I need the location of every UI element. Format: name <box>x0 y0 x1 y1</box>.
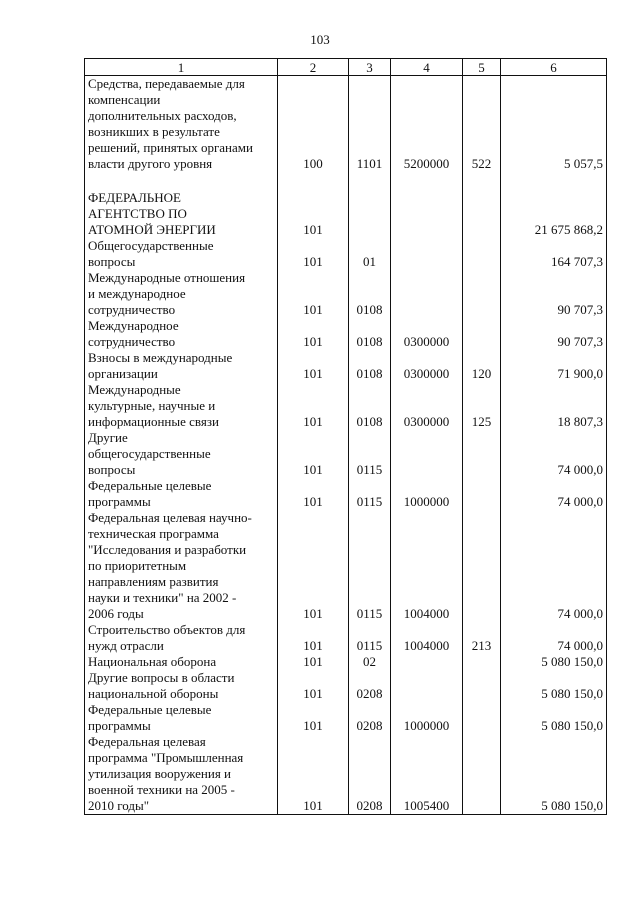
item-name-line: сотрудничество <box>88 334 176 349</box>
ministry-code-cell: 101 <box>278 622 349 654</box>
item-name-line: "Исследования и разработки <box>88 542 247 557</box>
amount-cell: 18 807,3 <box>501 382 607 430</box>
column-header-4: 4 <box>391 59 463 76</box>
table-row <box>85 670 607 702</box>
empty-cell <box>85 172 278 190</box>
table-row <box>85 654 607 670</box>
item-name-cell <box>85 318 278 350</box>
amount-cell: 74 000,0 <box>501 510 607 622</box>
target-article-cell: 1004000 <box>391 622 463 654</box>
empty-cell <box>278 172 349 190</box>
target-article-cell <box>391 270 463 318</box>
amount-cell: 74 000,0 <box>501 478 607 510</box>
item-name-line: возникших в результате <box>88 124 220 139</box>
item-name-cell <box>85 350 278 382</box>
section-code-cell: 0115 <box>349 430 391 478</box>
ministry-code-cell: 101 <box>278 270 349 318</box>
amount-cell: 164 707,3 <box>501 238 607 270</box>
amount-cell: 90 707,3 <box>501 270 607 318</box>
item-name-line: Другие <box>88 430 128 445</box>
item-name-cell <box>85 510 278 622</box>
empty-cell <box>463 172 501 190</box>
item-name-line: 2006 годы <box>88 606 144 621</box>
amount-cell: 71 900,0 <box>501 350 607 382</box>
item-name-cell <box>85 622 278 654</box>
empty-cell <box>391 172 463 190</box>
target-article-cell <box>391 654 463 670</box>
item-name-line: Федеральные целевые <box>88 478 212 493</box>
item-name-line: Другие вопросы в области <box>88 670 235 685</box>
target-article-cell <box>391 190 463 238</box>
expense-type-cell <box>463 702 501 734</box>
target-article-cell: 1000000 <box>391 702 463 734</box>
budget-table-body <box>85 76 607 815</box>
item-name-cell <box>85 382 278 430</box>
target-article-cell: 1005400 <box>391 734 463 815</box>
section-code-cell: 02 <box>349 654 391 670</box>
ministry-code-cell: 101 <box>278 734 349 815</box>
amount-cell: 21 675 868,2 <box>501 190 607 238</box>
item-name-cell <box>85 270 278 318</box>
page-number: 103 <box>310 32 330 47</box>
item-name-line: Средства, передаваемые для <box>88 76 245 91</box>
item-name-line: компенсации <box>88 92 161 107</box>
item-name-cell <box>85 702 278 734</box>
ministry-code-cell: 101 <box>278 654 349 670</box>
spacer-row <box>85 172 607 190</box>
target-article-cell <box>391 430 463 478</box>
item-name-line: Международные отношения <box>88 270 246 285</box>
table-row <box>85 382 607 430</box>
item-name-line: Национальная оборона <box>88 654 217 669</box>
item-name-cell <box>85 76 278 173</box>
amount-cell: 5 057,5 <box>501 76 607 173</box>
table-row <box>85 702 607 734</box>
table-row <box>85 478 607 510</box>
table-row <box>85 622 607 654</box>
amount-cell: 74 000,0 <box>501 622 607 654</box>
column-header-2: 2 <box>278 59 349 76</box>
item-name-line: информационные связи <box>88 414 219 429</box>
table-row <box>85 318 607 350</box>
item-name-line: Федеральная целевая научно- <box>88 510 252 525</box>
item-name-cell <box>85 734 278 815</box>
expense-type-cell: 522 <box>463 76 501 173</box>
table-row <box>85 734 607 815</box>
item-name-cell <box>85 238 278 270</box>
item-name-line: общегосударственные <box>88 446 211 461</box>
item-name-line: программы <box>88 718 151 733</box>
item-name-cell <box>85 654 278 670</box>
expense-type-cell: 120 <box>463 350 501 382</box>
target-article-cell: 0300000 <box>391 318 463 350</box>
ministry-code-cell: 101 <box>278 702 349 734</box>
ministry-code-cell: 101 <box>278 430 349 478</box>
item-name-line: Международное <box>88 318 179 333</box>
ministry-code-cell: 101 <box>278 478 349 510</box>
section-code-cell: 1101 <box>349 76 391 173</box>
item-name-line: по приоритетным <box>88 558 187 573</box>
target-article-cell: 0300000 <box>391 350 463 382</box>
section-code-cell: 0108 <box>349 382 391 430</box>
section-code-cell: 0208 <box>349 670 391 702</box>
item-name-cell <box>85 670 278 702</box>
table-row <box>85 190 607 238</box>
amount-cell: 5 080 150,0 <box>501 670 607 702</box>
section-code-cell: 0108 <box>349 270 391 318</box>
table-row <box>85 270 607 318</box>
target-article-cell: 1004000 <box>391 510 463 622</box>
item-name-line: и международное <box>88 286 186 301</box>
expense-type-cell <box>463 318 501 350</box>
item-name-line: культурные, научные и <box>88 398 216 413</box>
ministry-code-cell: 101 <box>278 238 349 270</box>
column-header-6: 6 <box>501 59 607 76</box>
item-name-line: техническая программа <box>88 526 219 541</box>
expense-type-cell <box>463 734 501 815</box>
expense-type-cell: 125 <box>463 382 501 430</box>
target-article-cell: 5200000 <box>391 76 463 173</box>
item-name-line: Взносы в международные <box>88 350 233 365</box>
item-name-line: программа "Промышленная <box>88 750 244 765</box>
budget-table <box>84 58 607 815</box>
item-name-line: вопросы <box>88 462 136 477</box>
item-name-line: власти другого уровня <box>88 156 213 171</box>
expense-type-cell <box>463 238 501 270</box>
expense-type-cell <box>463 430 501 478</box>
item-name-cell <box>85 430 278 478</box>
item-name-line: Строительство объектов для <box>88 622 246 637</box>
table-row <box>85 350 607 382</box>
empty-cell <box>501 172 607 190</box>
table-row <box>85 510 607 622</box>
item-name-cell <box>85 190 278 238</box>
item-name-line: науки и техники" на 2002 - <box>88 590 237 605</box>
item-name-line: нужд отрасли <box>88 638 164 653</box>
expense-type-cell: 213 <box>463 622 501 654</box>
item-name-line: программы <box>88 494 151 509</box>
item-name-line: ФЕДЕРАЛЬНОЕ <box>88 190 181 205</box>
section-code-cell: 01 <box>349 238 391 270</box>
table-row <box>85 238 607 270</box>
item-name-line: вопросы <box>88 254 136 269</box>
section-code-cell: 0108 <box>349 350 391 382</box>
item-name-line: сотрудничество <box>88 302 176 317</box>
item-name-line: решений, принятых органами <box>88 140 253 155</box>
column-header-3: 3 <box>349 59 391 76</box>
target-article-cell: 1000000 <box>391 478 463 510</box>
section-code-cell: 0208 <box>349 734 391 815</box>
table-row <box>85 76 607 173</box>
item-name-line: АТОМНОЙ ЭНЕРГИИ <box>88 222 216 237</box>
expense-type-cell <box>463 190 501 238</box>
section-code-cell: 0208 <box>349 702 391 734</box>
amount-cell: 5 080 150,0 <box>501 734 607 815</box>
ministry-code-cell: 101 <box>278 318 349 350</box>
target-article-cell <box>391 670 463 702</box>
section-code-cell: 0115 <box>349 622 391 654</box>
column-header-1: 1 <box>85 59 278 76</box>
ministry-code-cell: 101 <box>278 190 349 238</box>
ministry-code-cell: 100 <box>278 76 349 173</box>
ministry-code-cell: 101 <box>278 510 349 622</box>
empty-cell <box>349 172 391 190</box>
item-name-line: военной техники на 2005 - <box>88 782 235 797</box>
item-name-line: национальной обороны <box>88 686 219 701</box>
item-name-line: утилизация вооружения и <box>88 766 232 781</box>
item-name-line: Общегосударственные <box>88 238 214 253</box>
item-name-line: направлениям развития <box>88 574 219 589</box>
section-code-cell <box>349 190 391 238</box>
expense-type-cell <box>463 670 501 702</box>
item-name-line: дополнительных расходов, <box>88 108 237 123</box>
item-name-line: 2010 годы" <box>88 798 150 813</box>
ministry-code-cell: 101 <box>278 382 349 430</box>
section-code-cell: 0115 <box>349 478 391 510</box>
item-name-line: Международные <box>88 382 181 397</box>
item-name-line: Федеральная целевая <box>88 734 206 749</box>
expense-type-cell <box>463 510 501 622</box>
column-header-5: 5 <box>463 59 501 76</box>
section-code-cell: 0108 <box>349 318 391 350</box>
expense-type-cell <box>463 270 501 318</box>
section-code-cell: 0115 <box>349 510 391 622</box>
column-number-header-row <box>85 59 607 76</box>
ministry-code-cell: 101 <box>278 670 349 702</box>
amount-cell: 5 080 150,0 <box>501 654 607 670</box>
amount-cell: 90 707,3 <box>501 318 607 350</box>
target-article-cell <box>391 238 463 270</box>
item-name-line: организации <box>88 366 158 381</box>
item-name-cell <box>85 478 278 510</box>
table-row <box>85 430 607 478</box>
expense-type-cell <box>463 654 501 670</box>
item-name-line: АГЕНТСТВО ПО <box>88 206 187 221</box>
ministry-code-cell: 101 <box>278 350 349 382</box>
amount-cell: 74 000,0 <box>501 430 607 478</box>
target-article-cell: 0300000 <box>391 382 463 430</box>
amount-cell: 5 080 150,0 <box>501 702 607 734</box>
expense-type-cell <box>463 478 501 510</box>
item-name-line: Федеральные целевые <box>88 702 212 717</box>
